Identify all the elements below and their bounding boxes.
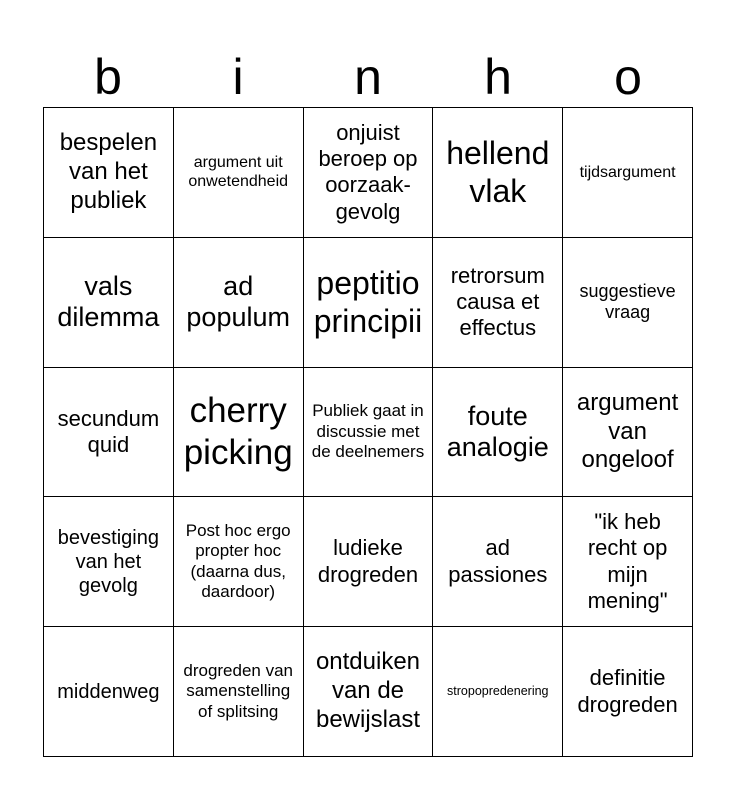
bingo-header: [43, 48, 693, 106]
header-letter-o: o: [614, 49, 642, 105]
bingo-cell[interactable]: [433, 368, 563, 498]
cell-text: peptitio principii: [313, 264, 423, 340]
cell-text: bespelen van het publiek: [59, 129, 158, 214]
bingo-cell[interactable]: [433, 108, 563, 238]
cell-text: hellend vlak: [446, 135, 550, 210]
bingo-cell[interactable]: [174, 497, 304, 627]
bingo-cell[interactable]: [304, 368, 434, 498]
bingo-cell[interactable]: [174, 108, 304, 238]
cell-text: ontduiken van de bewijslast: [315, 648, 421, 733]
bingo-cell[interactable]: [174, 368, 304, 498]
cell-text: drogreden van samenstelling of splitsing: [183, 661, 294, 721]
bingo-cell[interactable]: [44, 497, 174, 627]
cell-text: definitie drogreden: [577, 665, 678, 717]
cell-text: middenweg: [57, 680, 160, 703]
bingo-cell[interactable]: [563, 497, 693, 627]
bingo-cell[interactable]: [433, 627, 563, 757]
bingo-cell[interactable]: [304, 108, 434, 238]
bingo-cell[interactable]: [44, 627, 174, 757]
bingo-cell[interactable]: [304, 238, 434, 368]
cell-text: suggestieve vraag: [579, 280, 676, 323]
header-letter-b: b: [94, 49, 122, 105]
header-letter-h: h: [484, 49, 512, 105]
cell-text: argument uit onwetendheid: [188, 154, 289, 191]
cell-text: ad passiones: [448, 535, 548, 587]
bingo-cell[interactable]: [44, 108, 174, 238]
cell-text: vals dilemma: [57, 271, 160, 333]
bingo-cell[interactable]: [563, 627, 693, 757]
cell-text: foute analogie: [446, 400, 549, 462]
header-letter-n: n: [354, 49, 382, 105]
cell-text: ad populum: [186, 271, 290, 333]
bingo-cell[interactable]: [304, 627, 434, 757]
cell-text: retrorsum causa et effectus: [450, 262, 545, 341]
bingo-cell[interactable]: [563, 108, 693, 238]
cell-text: Post hoc ergo propter hoc (daarna dus, daardoor): [185, 521, 291, 602]
cell-text: bevestiging van het gevolg: [57, 526, 159, 597]
bingo-cell[interactable]: [174, 238, 304, 368]
cell-text: "ik heb recht op mijn mening": [587, 509, 668, 614]
bingo-cell[interactable]: [44, 238, 174, 368]
bingo-cell[interactable]: [563, 368, 693, 498]
cell-text: cherry picking: [183, 390, 293, 472]
cell-text: secundum quid: [57, 405, 160, 457]
cell-text: Publiek gaat in discussie met de deelnemers: [311, 401, 425, 462]
bingo-cell[interactable]: [563, 238, 693, 368]
bingo-cell[interactable]: [433, 497, 563, 627]
header-letter-i: i: [232, 49, 244, 105]
bingo-cell[interactable]: [433, 238, 563, 368]
bingo-cell[interactable]: [174, 627, 304, 757]
cell-text: argument van ongeloof: [576, 388, 679, 474]
bingo-cell[interactable]: [304, 497, 434, 627]
bingo-cell[interactable]: [44, 368, 174, 498]
bingo-grid: [43, 107, 693, 757]
cell-text: ludieke drogreden: [317, 535, 419, 587]
cell-text: tijdsargument: [579, 163, 676, 181]
cell-text: stropopredenering: [447, 684, 549, 699]
cell-text: onjuist beroep op oorzaak-gevolg: [318, 119, 418, 224]
